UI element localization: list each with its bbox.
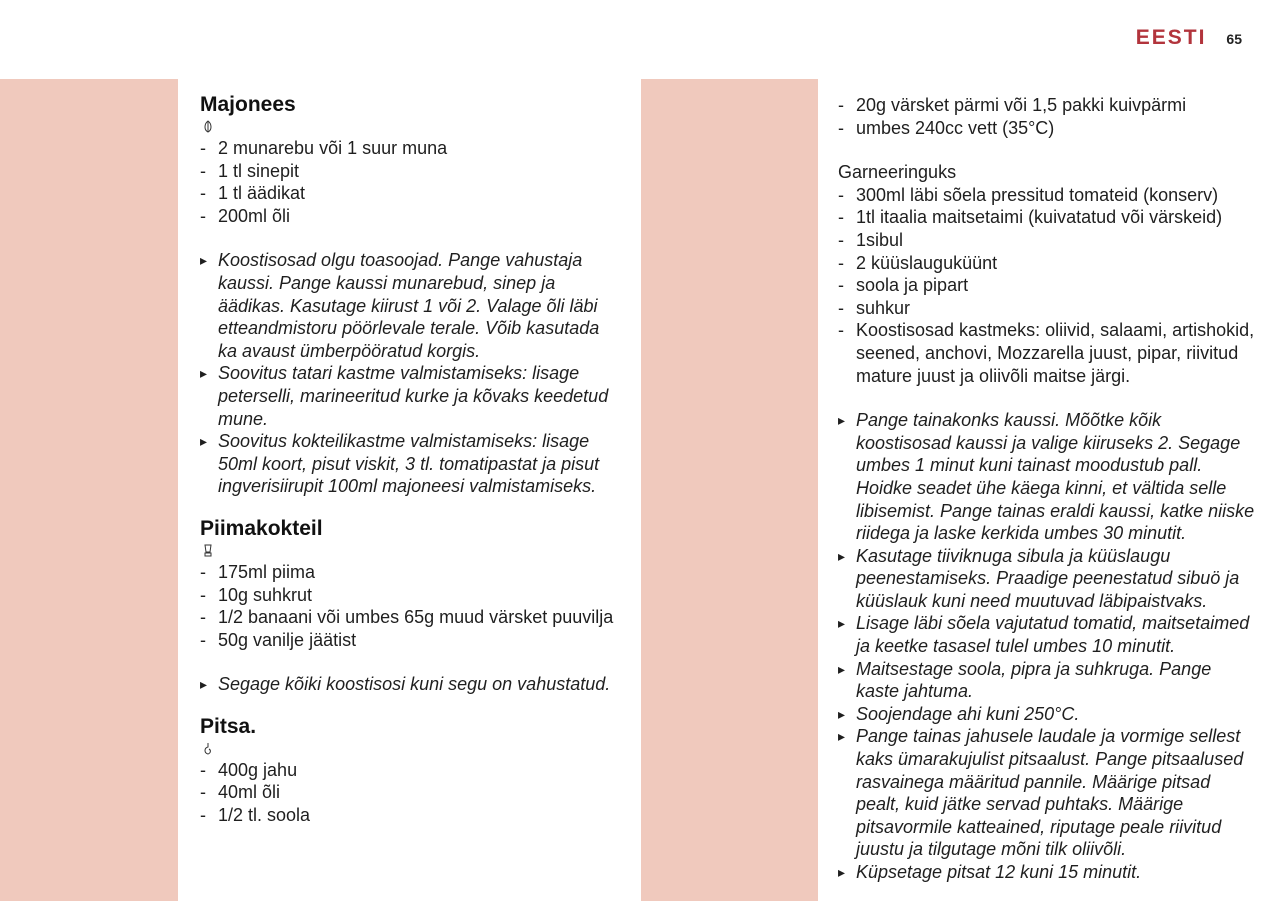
mayonnaise-recipe: [200, 92, 620, 498]
ingredient-item: - 175ml piima: [200, 561, 620, 584]
ingredient-item: - 400g jahu: [200, 759, 620, 782]
whisk-icon: [202, 120, 214, 133]
instruction-list: [200, 673, 620, 696]
page-number: 65: [1226, 31, 1242, 47]
ingredient-item: - 300ml läbi sõela pressitud tomateid (konserv): [838, 184, 1258, 207]
ingredient-item: - 40ml õli: [200, 781, 620, 804]
ingredient-item: - umbes 240cc vett (35°C): [838, 117, 1258, 140]
recipe-title: Pitsa.: [200, 714, 257, 738]
right-column: [838, 94, 1258, 884]
instruction-step: ▸ Küpsetage pitsat 12 kuni 15 minutit.: [838, 861, 1258, 884]
dough-hook-icon: [202, 742, 214, 755]
ingredient-item: - soola ja pipart: [838, 274, 1258, 297]
pizza-recipe: [200, 714, 620, 827]
ingredient-list-continued: [838, 94, 1258, 139]
page-header: [1136, 26, 1242, 50]
instruction-step: ▸ Pange tainas jahusele laudale ja vormige sellest kaks ümarakujulist pitsaalust. Pange pitsaalused rasvainega määritud pannile. Määrige pitsad pealt, kuid jätke servad puhtaks. Määrige pitsavormile katteained, riputage peale riivitud juustu ja tilgutage mõni tilk oliivõli.: [838, 725, 1258, 861]
left-column: [200, 92, 620, 827]
ingredient-item: - suhkur: [838, 297, 1258, 320]
instruction-step: ▸ Lisage läbi sõela vajutatud tomatid, maitsetaimed ja keetke tasasel tulel umbes 10 minutit.: [838, 612, 1258, 657]
instruction-step: ▸ Soovitus kokteilikastme valmistamiseks: lisage 50ml koort, pisut viskit, 3 tl. tomatipastat ja pisut ingverisiirupit 100ml majoneesi valmistamiseks.: [200, 430, 620, 498]
ingredient-item: - 200ml õli: [200, 205, 620, 228]
instruction-list: [838, 409, 1258, 883]
ingredient-item: - 1/2 tl. soola: [200, 804, 620, 827]
ingredient-item: - 1/2 banaani või umbes 65g muud värsket puuvilja: [200, 606, 620, 629]
ingredient-item: - 1sibul: [838, 229, 1258, 252]
instruction-list: [200, 249, 620, 498]
margin-band-middle: [641, 79, 818, 901]
instruction-step: ▸ Soojendage ahi kuni 250°C.: [838, 703, 1258, 726]
ingredient-item: - 20g värsket pärmi või 1,5 pakki kuivpärmi: [838, 94, 1258, 117]
ingredient-list: [200, 137, 620, 227]
ingredient-item: - 1 tl äädikat: [200, 182, 620, 205]
ingredient-item: - 50g vanilje jäätist: [200, 629, 620, 652]
language-label: EESTI: [1135, 26, 1207, 49]
ingredient-item: - 1tl itaalia maitsetaimi (kuivatatud või värskeid): [838, 206, 1258, 229]
ingredient-list: [200, 759, 620, 827]
ingredient-item: - 1 tl sinepit: [200, 160, 620, 183]
instruction-step: ▸ Maitsestage soola, pipra ja suhkruga. Pange kaste jahtuma.: [838, 658, 1258, 703]
recipe-title: Piimakokteil: [200, 516, 323, 540]
milkshake-recipe: [200, 516, 620, 696]
ingredient-list: [200, 561, 620, 651]
instruction-step: ▸ Kasutage tiiviknuga sibula ja küüslaugu peenestamiseks. Praadige peenestatud sibuö ja küüslauk kuni need muutuvad läbipaistvaks.: [838, 545, 1258, 613]
ingredient-item: - 2 küüslauguküünt: [838, 252, 1258, 275]
margin-band-left: [0, 79, 178, 901]
topping-list: [838, 184, 1258, 387]
ingredient-item: - 10g suhkrut: [200, 584, 620, 607]
instruction-step: ▸ Koostisosad olgu toasoojad. Pange vahustaja kaussi. Pange kaussi munarebud, sinep ja äädikas. Kasutage kiirust 1 või 2. Valage õli läbi etteandmistoru pöörlevale terale. Võib kasutada ka avaust ümberpööratud korgis.: [200, 249, 620, 362]
instruction-step: ▸ Segage kõiki koostisosi kuni segu on vahustatud.: [200, 673, 620, 696]
instruction-step: ▸ Pange tainakonks kaussi. Mõõtke kõik koostisosad kaussi ja valige kiiruseks 2. Segage umbes 1 minut kuni tainast moodustub pall. Hoidke seadet ühe käega kinni, et vältida selle libisemist. Pange tainas eraldi kaussi, katke niiske riidega ja laske kerkida umbes 30 minutit.: [838, 409, 1258, 545]
ingredient-item: - 2 munarebu või 1 suur muna: [200, 137, 620, 160]
ingredient-item: - Koostisosad kastmeks: oliivid, salaami, artishokid, seened, anchovi, Mozzarella juust, pipar, riivitud mature juust ja oliivõli maitse järgi.: [838, 319, 1258, 387]
instruction-step: ▸ Soovitus tatari kastme valmistamiseks: lisage peterselli, marineeritud kurke ja kõvaks keedetud mune.: [200, 362, 620, 430]
recipe-title: Majonees: [200, 93, 296, 116]
blender-icon: [202, 544, 214, 557]
topping-heading: Garneeringuks: [838, 162, 957, 183]
